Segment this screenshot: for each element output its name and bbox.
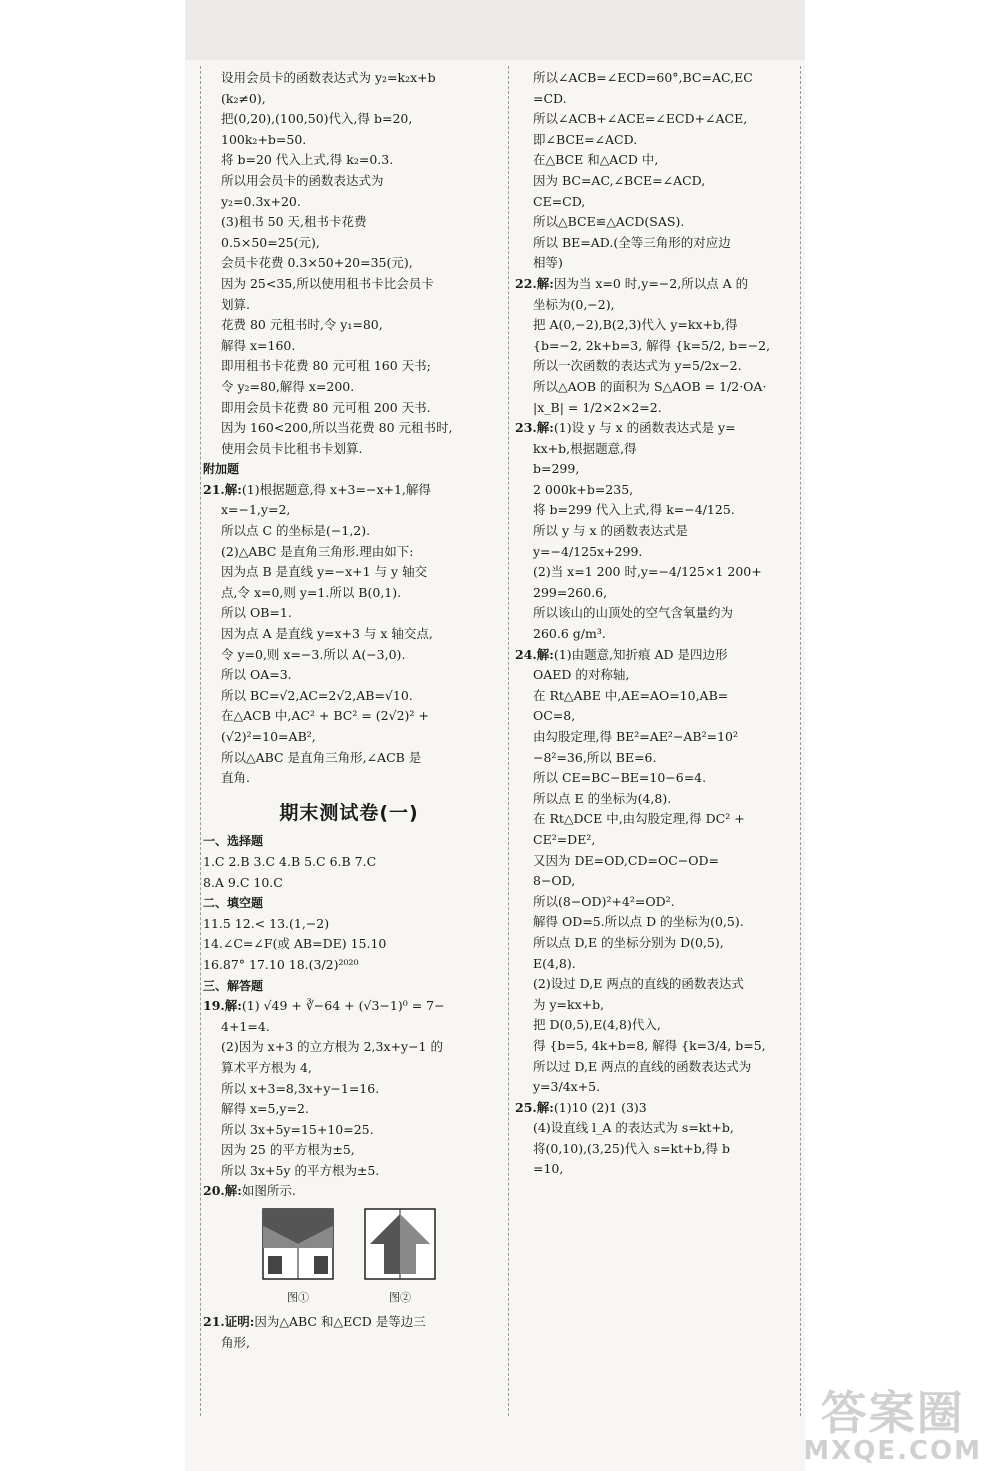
text-line: CE²=DE², xyxy=(533,831,596,847)
q21-body xyxy=(203,500,495,788)
q21b-body xyxy=(203,1333,495,1354)
q21b-first-line xyxy=(203,1312,495,1333)
figure-2-drawing xyxy=(364,1208,436,1280)
text-line: {b=−2, 2k+b=3, 解得 {k=5/2, b=−2, xyxy=(533,337,771,353)
text-line: (3)租书 50 天,租书卡花费 xyxy=(221,214,367,230)
answer-label: 解: xyxy=(224,481,242,497)
fill-answers: 14.∠C=∠F(或 AB=DE) 15.10 xyxy=(203,936,387,952)
text-line: y=−4/125x+299. xyxy=(533,543,643,559)
text-line: 令 y=0,则 x=−3.所以 A(−3,0). xyxy=(221,646,406,662)
text-line: 260.6 g/m³. xyxy=(533,626,606,642)
section-heading-solve: 三、解答题 xyxy=(203,978,264,993)
column-rule-right xyxy=(800,66,801,1416)
text-line: 坐标为(0,−2), xyxy=(533,296,615,312)
text-line: |x_B| = 1/2×2×2=2. xyxy=(533,399,662,415)
text-line: 将 b=299 代入上式,得 k=−4/125. xyxy=(533,502,735,518)
text-line: 得 {b=5, 4k+b=8, 解得 {k=3/4, b=5, xyxy=(533,1037,766,1053)
figure-1-caption: 图① xyxy=(287,1290,309,1304)
text-line: 解得 x=5,y=2. xyxy=(221,1101,309,1117)
q23-body xyxy=(515,439,795,645)
q25-first-line xyxy=(515,1098,795,1119)
column-rule-middle xyxy=(508,66,509,1416)
text-line: 直角. xyxy=(221,770,250,786)
answer-label: 证明: xyxy=(224,1314,255,1330)
text-line: 所以∠ACB+∠ACE=∠ECD+∠ACE, xyxy=(533,111,748,127)
q23-first-line xyxy=(515,418,795,439)
q24-first-line xyxy=(515,645,795,666)
fill-answers: 11.5 12.< 13.(1,−2) xyxy=(203,915,330,931)
right-column xyxy=(515,68,795,1180)
text-line: 所以过 D,E 两点的直线的函数表达式为 xyxy=(533,1058,752,1074)
q22-body xyxy=(515,295,795,419)
text-line: 即用会员卡花费 80 元可租 200 天书. xyxy=(221,399,431,415)
text-line: 如图所示. xyxy=(241,1183,296,1199)
text-line: 因为△ABC 和△ECD 是等边三 xyxy=(254,1314,426,1330)
text-line: 在 Rt△DCE 中,由勾股定理,得 DC² + xyxy=(533,811,745,827)
text-line: 解得 x=160. xyxy=(221,337,296,353)
text-line: 100k₂+b=50. xyxy=(221,131,307,147)
text-line: (1)根据题意,得 x+3=−x+1,解得 xyxy=(241,481,431,497)
text-line: 所以(8−OD)²+4²=OD². xyxy=(533,893,675,909)
text-line: 因为点 A 是直线 y=x+3 与 x 轴交点, xyxy=(221,626,433,642)
q19-body xyxy=(203,1017,495,1182)
figure-row xyxy=(203,1202,495,1312)
text-line: 在△BCE 和△ACD 中, xyxy=(533,152,659,168)
q20-continuation xyxy=(203,68,495,459)
text-line: OC=8, xyxy=(533,708,576,724)
section-heading-fill: 二、填空题 xyxy=(203,896,264,911)
fill-answers: 16.87° 17.10 18.(3/2)²⁰²⁰ xyxy=(203,956,359,972)
text-line: (2)当 x=1 200 时,y=−4/125×1 200+ xyxy=(533,564,762,580)
text-line: 所以 OB=1. xyxy=(221,605,292,621)
text-line: 因为 25<35,所以使用租书卡比会员卡 xyxy=(221,275,434,291)
text-line: 所以 BC=√2,AC=2√2,AB=√10. xyxy=(221,687,413,703)
figure-2 xyxy=(364,1208,436,1308)
text-line: 所以一次函数的表达式为 y=5/2x−2. xyxy=(533,358,742,374)
text-line: 299=260.6, xyxy=(533,584,608,600)
text-line: 所以用会员卡的函数表达式为 xyxy=(221,172,384,188)
text-line: 设用会员卡的函数表达式为 y₂=k₂x+b xyxy=(221,70,436,85)
text-line: OAED 的对称轴, xyxy=(533,667,630,683)
choice-answers: 1.C 2.B 3.C 4.B 5.C 6.B 7.C xyxy=(203,853,377,869)
text-line: 即∠BCE=∠ACD. xyxy=(533,131,638,147)
text-line: 所以 x+3=8,3x+y−1=16. xyxy=(221,1080,380,1096)
text-line: 所以 CE=BC−BE=10−6=4. xyxy=(533,770,707,786)
section-heading-choice: 一、选择题 xyxy=(203,834,264,849)
text-line: kx+b,根据题意,得 xyxy=(533,440,637,456)
text-line: 将(0,10),(3,25)代入 s=kt+b,得 b xyxy=(533,1140,731,1156)
answer-label: 解: xyxy=(536,646,554,662)
text-line: 把 A(0,−2),B(2,3)代入 y=kx+b,得 xyxy=(533,317,738,333)
text-line: 所以 y 与 x 的函数表达式是 xyxy=(533,523,689,539)
watermark-url: MXQE.COM xyxy=(803,1436,982,1466)
top-band xyxy=(185,0,805,60)
text-line: 将 b=20 代入上式,得 k₂=0.3. xyxy=(221,152,394,168)
q19-first-line xyxy=(203,996,495,1017)
answer-label: 解: xyxy=(224,1183,242,1199)
text-line: (1)10 (2)1 (3)3 xyxy=(553,1099,647,1115)
text-line: (2)△ABC 是直角三角形.理由如下: xyxy=(221,543,414,559)
text-line: 因为 160<200,所以当花费 80 元租书时, xyxy=(221,420,453,436)
text-line: =10, xyxy=(533,1161,564,1177)
text-line: 又因为 DE=OD,CD=OC−OD= xyxy=(533,852,719,868)
text-line: 由勾股定理,得 BE²=AE²−AB²=10² xyxy=(533,729,738,744)
text-line: 所以 BE=AD.(全等三角形的对应边 xyxy=(533,234,731,250)
q25-body xyxy=(515,1118,795,1180)
text-line: 为 y=kx+b, xyxy=(533,996,605,1012)
text-line: (k₂≠0), xyxy=(221,90,266,106)
text-line: 所以△BCE≌△ACD(SAS). xyxy=(533,214,685,230)
text-line: 所以点 D,E 的坐标分别为 D(0,5), xyxy=(533,934,724,950)
figure-1-drawing xyxy=(262,1208,334,1280)
text-line: 会员卡花费 0.3×50+20=35(元), xyxy=(221,255,413,271)
text-line: 0.5×50=25(元), xyxy=(221,234,320,250)
text-line: 8−OD, xyxy=(533,873,576,889)
text-line: 即用租书卡花费 80 元可租 160 天书; xyxy=(221,358,431,374)
exam-title: 期末测试卷(一) xyxy=(279,801,419,824)
text-line: 花费 80 元租书时,令 y₁=80, xyxy=(221,317,383,333)
text-line: 所以 OA=3. xyxy=(221,667,292,683)
figure-1 xyxy=(262,1208,334,1308)
answer-label: 解: xyxy=(536,1099,554,1115)
text-line: (2)因为 x+3 的立方根为 2,3x+y−1 的 xyxy=(221,1039,443,1055)
question-number: 25. xyxy=(515,1099,537,1115)
q20-first-line xyxy=(203,1181,495,1202)
text-line: 角形, xyxy=(221,1334,250,1350)
question-number: 21. xyxy=(203,481,225,497)
text-line: CE=CD, xyxy=(533,193,586,209)
text-line: 所以△ABC 是直角三角形,∠ACB 是 xyxy=(221,749,422,765)
question-number: 23. xyxy=(515,420,537,436)
text-line: (1)由题意,知折痕 AD 是四边形 xyxy=(553,646,728,662)
text-line: 令 y₂=80,解得 x=200. xyxy=(221,378,355,394)
watermark-logo-text: 答案圈 xyxy=(820,1386,965,1440)
text-line: y=3/4x+5. xyxy=(533,1079,601,1095)
question-number: 22. xyxy=(515,275,537,291)
choice-answers: 8.A 9.C 10.C xyxy=(203,874,283,890)
text-line: 在△ACB 中,AC² + BC² = (2√2)² + xyxy=(221,708,429,724)
extra-questions-heading: 附加题 xyxy=(203,462,240,477)
text-line: 相等) xyxy=(533,255,563,271)
text-line: 所以△AOB 的面积为 S△AOB = 1/2·OA· xyxy=(533,378,767,394)
figure-2-caption: 图② xyxy=(389,1290,411,1304)
text-line: 因为点 B 是直线 y=−x+1 与 y 轴交 xyxy=(221,564,428,580)
text-line: 点,令 x=0,则 y=1.所以 B(0,1). xyxy=(221,584,402,600)
question-number: 19. xyxy=(203,998,225,1014)
answer-label: 解: xyxy=(536,275,554,291)
text-line: 因为当 x=0 时,y=−2,所以点 A 的 xyxy=(553,275,749,291)
q21-first-line xyxy=(203,480,495,501)
question-number: 21. xyxy=(203,1314,225,1330)
text-line: 所以点 E 的坐标为(4,8). xyxy=(533,790,672,806)
text-line: 所以点 C 的坐标是(−1,2). xyxy=(221,523,371,539)
site-watermark xyxy=(803,1386,982,1466)
text-line: b=299, xyxy=(533,461,580,477)
text-line: 4+1=4. xyxy=(221,1018,270,1034)
text-line: 在 Rt△ABE 中,AE=AO=10,AB= xyxy=(533,687,729,703)
question-number: 20. xyxy=(203,1183,225,1199)
text-line: y₂=0.3x+20. xyxy=(221,193,301,209)
text-line: 使用会员卡比租书卡划算. xyxy=(221,440,363,456)
column-rule-left xyxy=(200,66,201,1416)
q21b-continuation xyxy=(515,68,795,274)
text-line: x=−1,y=2, xyxy=(221,502,291,518)
text-line: 所以 3x+5y=15+10=25. xyxy=(221,1121,374,1137)
text-line: (√2)²=10=AB², xyxy=(221,729,316,744)
text-line: 解得 OD=5.所以点 D 的坐标为(0,5). xyxy=(533,914,744,930)
text-line: −8²=36,所以 BE=6. xyxy=(533,749,657,765)
text-line: =CD. xyxy=(533,90,567,106)
text-line: 所以 3x+5y 的平方根为±5. xyxy=(221,1162,380,1178)
answer-label: 解: xyxy=(536,420,554,436)
text-line: 算术平方根为 4, xyxy=(221,1059,312,1075)
text-line: (2)设过 D,E 两点的直线的函数表达式 xyxy=(533,976,744,992)
text-line: (1) √49 + ∛−64 + (√3−1)⁰ = 7− xyxy=(241,998,445,1014)
text-line: (4)设直线 l_A 的表达式为 s=kt+b, xyxy=(533,1120,734,1136)
answer-label: 解: xyxy=(224,998,242,1014)
text-line: 因为 BC=AC,∠BCE=∠ACD, xyxy=(533,172,706,188)
text-line: 把(0,20),(100,50)代入,得 b=20, xyxy=(221,111,413,127)
q24-body xyxy=(515,665,795,1097)
left-column xyxy=(203,68,495,1353)
text-line: 因为 25 的平方根为±5, xyxy=(221,1142,355,1158)
text-line: 所以该山的山顶处的空气含氧量约为 xyxy=(533,605,734,621)
text-line: 划算. xyxy=(221,296,250,312)
q22-first-line xyxy=(515,274,795,295)
text-line: 所以∠ACB=∠ECD=60°,BC=AC,EC xyxy=(533,70,753,85)
text-line: E(4,8). xyxy=(533,955,576,971)
text-line: 2 000k+b=235, xyxy=(533,481,634,497)
text-line: 把 D(0,5),E(4,8)代入, xyxy=(533,1017,661,1033)
text-line: (1)设 y 与 x 的函数表达式是 y= xyxy=(553,420,736,436)
question-number: 24. xyxy=(515,646,537,662)
